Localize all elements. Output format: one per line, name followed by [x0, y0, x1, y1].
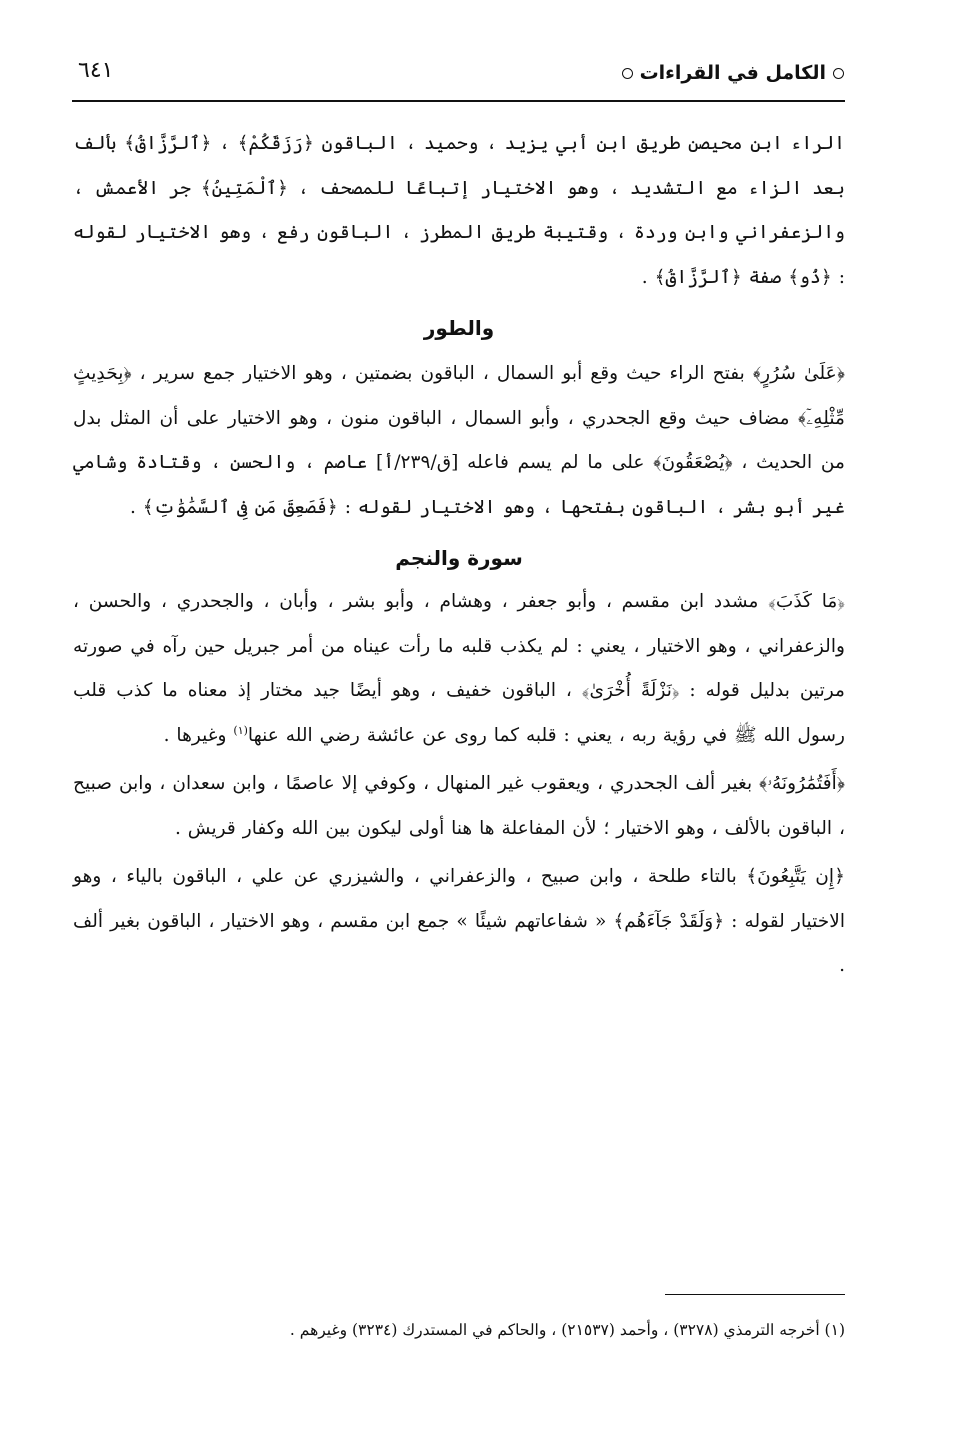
main-text: [73, 122, 845, 989]
najm-paragraph-2: ﴿أَفَتُمَٰرُونَهُۥ﴾ بغير ألف الجحدري ، ويعقوب غير المنهال ، وكوفي إلا عاصمًا ، وابن سعدان ، وابن صبيح ، الباقون بالألف ، وهو الاختيار ؛ لأن المفاعلة ها هنا أولى ليكون بين الله وكفار قريش .: [73, 773, 845, 839]
intro-paragraph: الراء ابن محيصن طريق ابن أبي يزيد ، وحميد ، الباقون ﴿رَزَقَكُمْ﴾ ، ﴿ٱلرَّزَّاقُ﴾ بألف بعد الزاء مع التشديد ، وهو الاختيار إتباعًا للمصحف ، ﴿ٱلْمَتِينُ﴾ جر الأعمش ، والزعفراني وابن وردة ، وقتيبة طريق المطرز ، الباقون رفع ، وهو الاختيار لقوله : ﴿ذُو﴾ صفة ﴿ٱلرَّزَّاقُ﴾ .: [73, 133, 845, 288]
circle-ornament-icon: [833, 68, 844, 79]
header-divider: [72, 100, 845, 102]
running-title: [622, 62, 844, 84]
footnote-marker: (١): [233, 723, 248, 737]
najm-paragraph-1-end: وغيرها .: [163, 724, 234, 746]
footnote-divider: [665, 1294, 845, 1295]
najm-paragraph-1-text: ﴿مَا كَذَبَ﴾ مشدد ابن مقسم ، وأبو جعفر ، وهشام ، وأبو بشر ، وأبان ، والجحدري ، والحسن ، والزعفراني ، وهو الاختيار ، يعني : لم يكذب قلبه ما رأت عيناه من أمر جبريل حين رآه في صورته مرتين بدليل قوله : ﴿نَزْلَةً أُخْرَىٰ﴾ ، الباقون خفيف ، وهو أيضًا جيد مختار إذ معناه ما كذب قلب رسول الله ﷺ في رؤية ربه ، يعني : قلبه كما روى عن عائشة رضي الله عنها: [73, 591, 845, 746]
running-head: [72, 58, 844, 98]
footnote: (١) أخرجه الترمذي (٣٢٧٨) ، وأحمد (٢١٥٣٧) ، والحاكم في المستدرك (٣٢٣٤) وغيرهم .: [289, 1321, 845, 1339]
najm-paragraph-3: ﴿إِن يَتَّبِعُونَ﴾ بالتاء طلحة ، وابن صبيح ، والزعفراني ، والشيزري عن علي ، الباقون بالياء ، وهو الاختيار لقوله : ﴿وَلَقَدْ جَآءَهُم﴾ « شفاعاتهم شيئًا » جمع ابن مقسم ، وهو الاختيار ، الباقون بغير ألف .: [73, 866, 845, 976]
circle-ornament-icon: [622, 68, 633, 79]
najm-paragraph-1: [73, 580, 845, 758]
book-title: الكامل في القراءات: [639, 62, 826, 84]
tur-paragraph: ﴿عَلَىٰ سُرُرٍ﴾ بفتح الراء حيث وقع أبو السمال ، الباقون بضمتين ، وهو الاختيار جمع سرير ، ﴿بِحَدِيثٍ مِّثْلِهِۦٓ﴾ مضاف حيث وقع الجحدري ، وأبو السمال ، الباقون منون ، وهو الاختيار على أن المثل بدل من الحديث ، ﴿يُصْعَقُونَ﴾ على ما لم يسم فاعله [ق/٢٣٩/أ] عاصم ، والحسن ، وقتادة وشامي غير أبو بشر ، الباقون بفتحها ، وهو الاختيار لقوله : ﴿فَصَعِقَ مَن فِى ٱلسَّمَٰوَٰتِ﴾ .: [73, 363, 845, 518]
page-number: ٦٤١: [78, 58, 114, 83]
section-title-najm: سورة والنجم: [395, 546, 523, 570]
section-title-tur: والطور: [423, 316, 495, 340]
